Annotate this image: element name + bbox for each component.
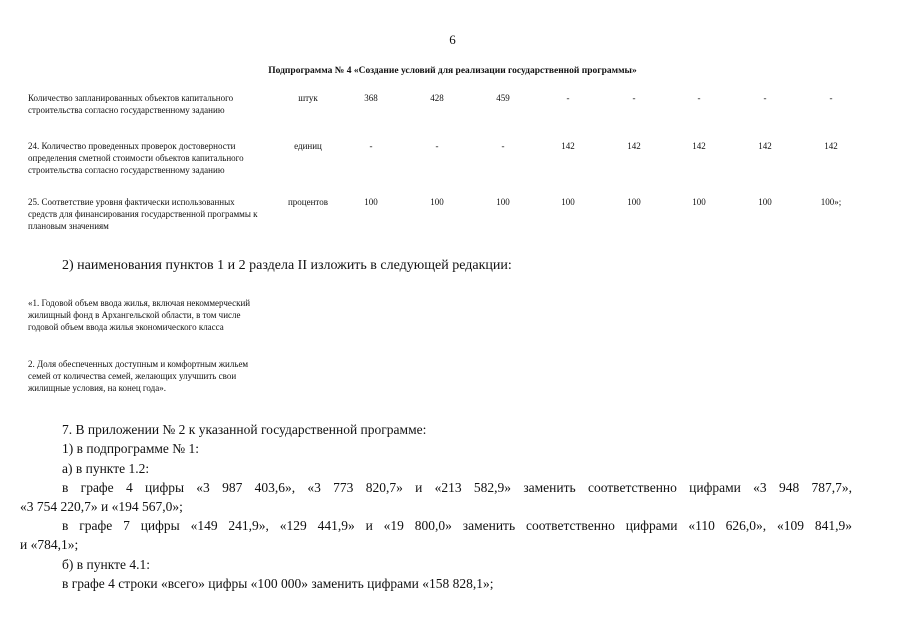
- unit-cell: штук: [298, 93, 318, 103]
- value-cell: -: [697, 93, 701, 103]
- item-a-line: а) в пункте 1.2:: [62, 461, 150, 476]
- indicator-name: 25. Соответствие уровня фактически использованных средств для финансирования государственной программы к плановым значениям: [28, 197, 258, 231]
- value-cell: -: [435, 141, 439, 151]
- value-cell: 142: [758, 141, 772, 151]
- value-cell: 142: [627, 141, 641, 151]
- section-7-heading: 7. В приложении № 2 к указанной государственной программе:: [62, 422, 427, 437]
- page-number: 6: [449, 32, 456, 47]
- item-2-text: 2. Доля обеспеченных доступным и комфортным жильем семей от количества семей, желающих улучшить свои жилищные условия, на конец года».: [28, 359, 249, 393]
- value-cell: 100: [430, 197, 444, 207]
- total-row-replacement-line: в графе 4 строки «всего» цифры «100 000» заменить цифрами «158 828,1»;: [62, 576, 494, 591]
- value-cell: -: [369, 141, 373, 151]
- unit-cell: процентов: [287, 197, 328, 207]
- value-cell: 428: [430, 93, 444, 103]
- column-7-replacement-continuation: и «784,1»;: [20, 537, 79, 552]
- value-cell: 100: [758, 197, 772, 207]
- subprogram-1-line: 1) в подпрограмме № 1:: [62, 441, 200, 456]
- value-cell: -: [566, 93, 570, 103]
- indicator-name: 24. Количество проведенных проверок достоверности определения сметной стоимости объектов капитального строительства согласно государственному заданию: [28, 141, 244, 175]
- value-cell: 368: [364, 93, 378, 103]
- value-cell: 142: [824, 141, 838, 151]
- column-4-replacement-text: в графе 4 цифры «3 987 403,6», «3 773 820,7» и «213 582,9» заменить соответственно цифрами «3 948 787,7»,: [62, 480, 852, 495]
- indicator-name: Количество запланированных объектов капитального строительства согласно государственному заданию: [28, 93, 234, 115]
- value-cell: 100: [561, 197, 575, 207]
- unit-cell: единиц: [294, 141, 322, 151]
- value-cell: 100: [364, 197, 378, 207]
- value-cell: 142: [561, 141, 575, 151]
- item-b-line: б) в пункте 4.1:: [62, 557, 150, 572]
- value-cell: 100: [496, 197, 510, 207]
- value-cell: 100: [627, 197, 641, 207]
- value-cell: -: [763, 93, 767, 103]
- value-cell: -: [829, 93, 833, 103]
- value-cell: 100»;: [820, 197, 842, 207]
- value-cell: 142: [692, 141, 706, 151]
- column-7-replacement-line: [62, 518, 852, 534]
- subprogram-title: Подпрограмма № 4 «Создание условий для реализации государственной программы»: [268, 66, 637, 76]
- paragraph-2: 2) наименования пунктов 1 и 2 раздела II изложить в следующей редакции:: [62, 258, 512, 273]
- column-4-replacement-line: [62, 480, 852, 496]
- item-1-text: «1. Годовой объем ввода жилья, включая некоммерческий жилищный фонд в Архангельской области, в том числе годовой объем ввода жилья экономического класса: [28, 298, 251, 332]
- column-7-replacement-text: в графе 7 цифры «149 241,9», «129 441,9» и «19 800,0» заменить соответственно цифрами «110 626,0», «109 841,9»: [62, 518, 852, 533]
- value-cell: 459: [496, 93, 510, 103]
- value-cell: -: [632, 93, 636, 103]
- value-cell: -: [501, 141, 505, 151]
- column-4-replacement-continuation: «3 754 220,7» и «194 567,0»;: [20, 499, 183, 514]
- value-cell: 100: [692, 197, 706, 207]
